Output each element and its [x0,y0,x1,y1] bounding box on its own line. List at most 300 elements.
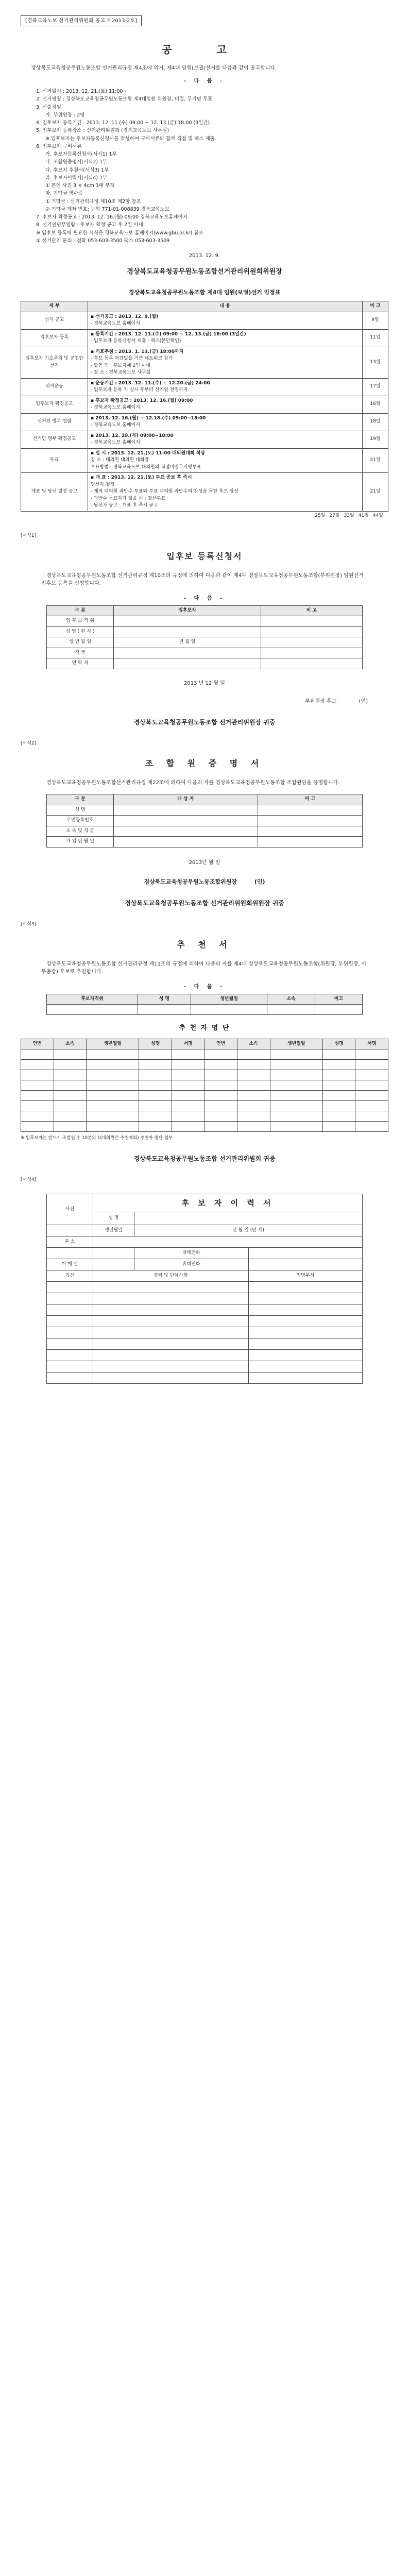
recommender-cell[interactable] [322,1111,355,1122]
recommender-header: 성명 [322,1039,355,1049]
career-details[interactable] [93,1282,248,1293]
recommender-cell[interactable] [204,1091,237,1101]
schedule-title: 경상북도교육청공무원노동조합 제4대 임원(보궐)선거 일정표 [128,289,281,296]
recommender-cell[interactable] [355,1060,388,1070]
career-dept[interactable] [248,1372,363,1384]
recommender-cell[interactable] [87,1101,139,1111]
schedule-item-date: 17일 [363,378,388,396]
career-row [46,1316,362,1327]
schedule-table [21,301,388,512]
recommender-cell[interactable] [87,1111,139,1122]
recommender-cell[interactable] [204,1101,237,1111]
schedule-item-content: ▪ 2013. 12. 19.(목) 09:00~18:00 - 경북교육노보 홈페이지 [88,431,363,448]
form2-row-note[interactable] [258,805,362,816]
schedule-item-content: ▪ 후보자 확정공고 : 2013. 12. 16.(월) 09:00 - 경북교육노보 홈페이지 [88,396,363,413]
form2-header-note: 비 고 [258,794,362,805]
recommender-header: 서명 [355,1039,388,1049]
career-period[interactable] [46,1338,93,1350]
resume-value-address[interactable] [93,1236,362,1248]
recommender-row [21,1122,388,1132]
career-header-dept: 임명부서 [248,1270,363,1282]
resume-label-name: 성 명 [93,1212,134,1225]
recommender-cell[interactable] [139,1060,172,1070]
notice-intro: 경상북도교육청공무원노동조합 선거관리규정 제4조에 의거, 제4대 임원(보궐)선거를 다음과 같이 공고합니다. [31,65,277,71]
recommender-cell[interactable] [21,1111,54,1122]
career-details[interactable] [93,1316,248,1327]
recommender-cell[interactable] [322,1101,355,1111]
form2-row-label: 성 명 [46,805,113,816]
form1-row [46,626,362,637]
schedule-extra-date: 41일 [358,513,369,518]
form1-row-note[interactable] [261,648,363,658]
form2-row-label: 주민등록번호 [46,816,113,826]
schedule-header-name: 세 부 [21,301,88,312]
schedule-item-name: 선거인 명부 확정공고 [21,431,88,448]
recommender-cell[interactable] [237,1060,270,1070]
schedule-row [21,431,388,448]
notice-date: 2013. 12. 9. [189,253,220,259]
form1-row-note[interactable] [261,637,363,648]
career-period[interactable] [46,1361,93,1372]
schedule-item-date: 9일 [363,312,388,329]
recommender-cell[interactable] [270,1080,322,1091]
schedule-row [21,312,388,329]
recommender-cell[interactable] [270,1122,322,1132]
form2-row-label: 가 입 년 월 일 [46,837,113,848]
schedule-row [21,473,388,512]
form2-row-value[interactable] [113,826,258,837]
resume-value-mobile[interactable] [248,1259,363,1270]
career-dept[interactable] [248,1293,363,1304]
resume-label-home-phone: 자택전화 [134,1248,248,1259]
notice-item: 4. 입후보자 등록기간 : 2013. 12. 11.(수) 09:00 ~ 12. 13.(금) 18:00 (3일간) [36,120,210,126]
form1-row-label: 성 명 ( 한 자 ) [46,626,113,637]
recommender-cell[interactable] [172,1091,204,1101]
schedule-item-content: ▪ 선거공고 : 2013. 12. 9.(월) - 경북교육노보 홈페이지 [88,312,363,329]
notice-item: ① 본인 사진 3 × 4cm 1매 부착 [45,183,115,189]
form1-row-label: 생 년 월 일 [46,637,113,648]
career-dept[interactable] [248,1361,363,1372]
recommender-cell[interactable] [21,1101,54,1111]
career-details[interactable] [93,1350,248,1361]
recommender-cell[interactable] [21,1122,54,1132]
recommender-cell[interactable] [204,1060,237,1070]
form1-row-label: 입 후 보 직 위 [46,616,113,627]
recommender-cell[interactable] [139,1122,172,1132]
form1-row-label: 직 급 [46,648,113,658]
recommender-cell[interactable] [54,1060,87,1070]
recommender-table [21,1039,388,1132]
recommender-cell[interactable] [270,1111,322,1122]
notice-item: ※ 입후보자는 후보자등록신청서를 작성하여 구비서류와 함께 직접 및 팩스 제출. [45,135,216,142]
notice-title: 공 고 [162,43,247,56]
career-period[interactable] [46,1327,93,1338]
form1-header-note: 비 고 [261,605,363,616]
schedule-item-name: 개표 및 당선 결정 공고 [21,473,88,512]
form1-intro: 경상북도교육청공무원노동조합 선거관리규정 제10조의 규정에 의하여 다음과 같이 제4대 경상북도교육청공무원노동조합(부위원장) 임원선거 입후보 등록을 신청합니다. [41,572,364,586]
recommender-cell[interactable] [139,1049,172,1060]
form2-row-value[interactable] [113,837,258,848]
form2-row-note[interactable] [258,826,362,837]
schedule-extra-date: 27일 [329,513,340,518]
career-row [46,1338,362,1350]
recommender-cell[interactable] [172,1070,204,1080]
career-header-period: 기간 [46,1270,93,1282]
career-header-details: 경력 및 단체사항 [93,1270,248,1282]
recommender-row [21,1080,388,1091]
recommender-cell[interactable] [270,1049,322,1060]
schedule-item-content: ▪ 일 시 : 2013. 12. 21.(토) 11:00 대의원대회 석상 장 소 : 대의원 대의원 대회장 투표방법 : 경북교육노보 대의원의 직접비밀무기명투표 [88,448,363,473]
notice-item: 나. 조합원증명서(서식2) 1부 [45,159,108,165]
form1-row [46,648,362,658]
career-row [46,1293,362,1304]
notice-item: ② 기탁금 계좌 번호: 농협 771-01-008839 경북교육노보 [45,206,169,212]
notice-org: 경상북도교육청공무원노동조합선거관리위원회위원장 [127,268,282,276]
career-dept[interactable] [248,1316,363,1327]
recommender-cell[interactable] [355,1080,388,1091]
form2-title: 조 합 원 증 명 서 [145,758,264,768]
schedule-item-date: 18일 [363,413,388,431]
notice-item: 1. 선거일시 : 2013. 12. 21.(토) 11:00~ [36,89,127,94]
recommender-row [21,1091,388,1101]
career-details[interactable] [93,1327,248,1338]
recommender-cell[interactable] [139,1070,172,1080]
schedule-row [21,347,388,378]
form3-subtitle: 추 천 자 명 단 [179,1024,230,1032]
form2-tag: [서식2] [21,740,37,746]
form2-sign-row [21,878,388,887]
resume-table [46,1194,363,1384]
recommender-cell[interactable] [270,1070,322,1080]
schedule-item-name: 입후보자 확정공고 [21,396,88,413]
form1-row-value[interactable] [113,626,261,637]
form1-row-note[interactable] [261,616,363,627]
form1-tag: [서식1] [21,533,37,538]
recommender-cell[interactable] [139,1101,172,1111]
form2-sign-org: 경상북도교육청공무원노동조합위원장 [144,878,237,885]
form1-row [46,658,362,669]
recommender-cell[interactable] [87,1080,139,1091]
form2-row [46,805,362,816]
schedule-extra-date: 25일 [315,513,326,518]
recommender-header: 생년월일 [270,1039,322,1049]
recommender-cell[interactable] [21,1060,54,1070]
career-period[interactable] [46,1304,93,1316]
recommender-cell[interactable] [21,1080,54,1091]
form1-sign-row [21,698,388,705]
recommender-cell[interactable] [237,1070,270,1080]
form2-row [46,826,362,837]
form3-title: 추 천 서 [177,939,232,950]
recommender-cell[interactable] [87,1070,139,1080]
recommender-header: 성명 [139,1039,172,1049]
recommender-row [21,1060,388,1070]
form3-dash-head: - 다 음 - [183,984,226,990]
resume-value-email[interactable] [93,1259,134,1270]
schedule-item-name: 선거 공고 [21,312,88,329]
form1-row-note[interactable] [261,658,363,669]
schedule-row [21,329,388,347]
schedule-item-content: ▪ 2013. 12. 16.(월) ~ 12.18.(수) 09:00~18:00 - 경북교육노보 홈페이지 [88,413,363,431]
recommender-cell[interactable] [237,1122,270,1132]
recommender-cell[interactable] [355,1101,388,1111]
career-dept[interactable] [248,1282,363,1293]
form2-row-note[interactable] [258,837,362,848]
recommender-cell[interactable] [204,1080,237,1091]
recommender-cell[interactable] [172,1080,204,1091]
career-dept[interactable] [248,1327,363,1338]
form1-row-value[interactable] [113,658,261,669]
recommender-cell[interactable] [322,1122,355,1132]
recommender-cell[interactable] [172,1049,204,1060]
notice-item: ※ 입후보 등록에 필요한 서식은 경북교육노보 홈페이지(www.gbu.or.kr) 참조 [36,230,203,236]
career-dept[interactable] [248,1338,363,1350]
recommender-header: 서명 [172,1039,204,1049]
form3-intro: 경상북도교육청공무원노동조합 선거관리규정 제11조의 규정에 의하여 다음의 자를 제4대 경상북도교육청공무원노동조합(위원장, 부위원장, 사무총장) 후보로 추천합니다. [41,961,367,975]
career-period[interactable] [46,1282,93,1293]
recommender-cell[interactable] [270,1091,322,1101]
recommender-cell[interactable] [54,1111,87,1122]
career-row [46,1350,362,1361]
form4-tag: [서식4] [21,1177,37,1182]
schedule-row [21,378,388,396]
recommender-header: 소속 [237,1039,270,1049]
schedule-header-note: 비 고 [363,301,388,312]
schedule-item-date: 19일 [363,431,388,448]
notice-item: 8. 선거인명부열람 : 후보자 확정 공고 후 2일 이내 [36,222,143,228]
recommender-cell[interactable] [270,1101,322,1111]
form1-row-note[interactable] [261,626,363,637]
recommender-header: 연번 [204,1039,237,1049]
recommender-cell[interactable] [172,1101,204,1111]
recommender-cell[interactable] [87,1049,139,1060]
form3-candidate-table [46,994,363,1015]
notice-dash-head: - 다 음 - [183,78,226,84]
recommender-cell[interactable] [139,1080,172,1091]
form2-row-value[interactable] [113,805,258,816]
notice-item: 2. 선거명칭 : 경상북도교육청공무원노동조합 제4대임원 위원장, 비밀, 무기명 투표 [36,96,213,103]
resume-label-mobile: 휴대전화 [134,1259,248,1270]
recommender-cell[interactable] [355,1122,388,1132]
recommender-cell[interactable] [172,1111,204,1122]
schedule-item-content: ▪ 기호추첨 : 2013. 1. 13.(금) 18:00까지 - 후보 등록 마감일을 기준 네트워크 참가 - 합동 연 : 후보자에 2인 이내 - 장 소 : 경북교육노보 사무실 [88,347,363,378]
schedule-item-date: 21일 [363,448,388,473]
form1-org: 경상북도교육청공무원노동조합 선거관리위원장 귀중 [133,718,276,726]
career-row [46,1361,362,1372]
form2-intro: 경상북도교육청공무원노동조합선거관리규정 제22조에 의하여 다음의 자를 경상북도교육청공무원노동조합 조합원임을 증명합니다. [46,780,340,786]
career-row [46,1304,362,1316]
recommender-cell[interactable] [355,1091,388,1101]
resume-label-address: 주 소 [46,1236,93,1248]
recommender-row [21,1111,388,1122]
recommender-cell[interactable] [172,1060,204,1070]
resume-title: 후 보 자 이 력 서 [93,1194,362,1212]
form2-row-note[interactable] [258,816,362,826]
schedule-item-date: 13일 [363,347,388,378]
form3-header: 생년월일 [191,994,267,1005]
recommender-cell[interactable] [322,1049,355,1060]
schedule-extra-date: 44일 [372,513,383,518]
schedule-item-content: ▪ 등록기간 : 2013. 12. 11.(수) 09:00 ~ 12. 13.(금) 18:00 (3일간) - 입후보자 등록신청서 제출 : 팩스(본인확인) [88,329,363,347]
form1-row [46,616,362,627]
career-details[interactable] [93,1372,248,1384]
recommender-cell[interactable] [322,1080,355,1091]
form2-seal: (인) [254,878,265,885]
resume-label-dob: 생년월일 [93,1225,134,1236]
schedule-item-content: ▪ 개 표 : 2013. 12. 21.(토) 투표 종료 후 즉시 당선자 결정 - 재적 대의원 과반수 투표와 투표 대의원 과반수의 찬성을 득한 후보 당선 - 과반수 득표자가 없을 시 : 결선투표 - 당선자 공고 : 개표 후 즉시 공고 [88,473,363,512]
form1-row-value[interactable]: 년 월 일 [113,637,261,648]
form1-date: 2013 년 12 월 일 [184,680,225,686]
notice-item: 마. 기탁금 영수증 [45,191,83,197]
career-details[interactable] [93,1293,248,1304]
form3-header: 소속 [267,994,315,1005]
form2-row-label: 소 속 및 직 급 [46,826,113,837]
resume-value-name[interactable] [134,1212,362,1225]
career-row [46,1327,362,1338]
form2-row [46,837,362,848]
notice-item: 7. 후보자 확정공고 : 2013. 12. 16.(월) 09:00 경북교육노보홈페이지 [36,214,188,220]
form3-footnote: ※ 입후보자는 반드시 조합원 수 10분의 1(대의원은 추천제외) 추천자 명단 첨부 [21,1136,173,1141]
form1-seal: (인) [359,698,368,704]
career-period[interactable] [46,1350,93,1361]
notice-item: 라. 후보자이력서(서식4) 1부 [45,175,108,181]
recommender-cell[interactable] [355,1070,388,1080]
recommender-cell[interactable] [237,1111,270,1122]
recommender-cell[interactable] [322,1091,355,1101]
form3-candidate-row [46,1005,362,1015]
form2-table [46,794,363,848]
notice-item: ① 기탁금 : 선거관리규정 제10조 제2항 참조 [45,198,141,205]
recommender-cell[interactable] [172,1122,204,1132]
schedule-row [21,396,388,413]
recommender-cell[interactable] [204,1049,237,1060]
recommender-cell[interactable] [139,1111,172,1122]
recommender-cell[interactable] [322,1060,355,1070]
recommender-cell[interactable] [322,1070,355,1080]
recommender-cell[interactable] [237,1049,270,1060]
recommender-cell[interactable] [355,1111,388,1122]
schedule-header-content: 내 용 [88,301,363,312]
career-period[interactable] [46,1316,93,1327]
form1-table [46,605,363,669]
career-period[interactable] [46,1293,93,1304]
recommender-row [21,1049,388,1060]
notice-item: 가. 부위원장 : 2명 [45,112,85,118]
schedule-item-date: 16일 [363,396,388,413]
resume-value-dob: 년 월 일 (만 세) [134,1225,362,1236]
recommender-cell[interactable] [87,1060,139,1070]
recommender-cell[interactable] [21,1049,54,1060]
recommender-cell[interactable] [54,1122,87,1132]
form2-org: 경상북도교육청공무원노동조합 선거관리위원회위원장 귀중 [125,900,284,907]
notice-item: 3. 선출정원 [36,104,61,110]
recommender-cell[interactable] [204,1070,237,1080]
career-details[interactable] [93,1304,248,1316]
recommender-cell[interactable] [87,1091,139,1101]
recommender-cell[interactable] [21,1091,54,1101]
recommender-cell[interactable] [87,1122,139,1132]
resume-label-email: 이 메 일 [46,1259,93,1270]
recommender-cell[interactable] [54,1091,87,1101]
form3-header: 비고 [315,994,362,1005]
career-details[interactable] [93,1361,248,1372]
recommender-header: 소속 [54,1039,87,1049]
form1-header-category: 구 분 [46,605,113,616]
schedule-item-date: 21일 [363,473,388,512]
recommender-cell[interactable] [237,1080,270,1091]
form3-tag: [서식3] [21,922,37,927]
schedule-extra-dates [21,513,388,520]
schedule-item-date: 11일 [363,329,388,347]
notice-item: 가. 후보자등록신청서(서식1) 1부 [45,151,117,157]
recommender-cell[interactable] [21,1070,54,1080]
recommender-cell[interactable] [54,1049,87,1060]
form2-header-target: 대 상 자 [113,794,258,805]
recommender-header: 생년월일 [87,1039,139,1049]
recommender-cell[interactable] [204,1122,237,1132]
recommender-cell[interactable] [139,1091,172,1101]
form2-header-category: 구 분 [46,794,113,805]
recommender-cell[interactable] [54,1101,87,1111]
career-details[interactable] [93,1338,248,1350]
recommender-cell[interactable] [355,1049,388,1060]
form2-row-value[interactable] [113,816,258,826]
notice-number-box: [경북교육노보 선거관리위원회 공고 제2013-2호] [21,15,142,26]
schedule-item-name: 입후보자 기호추첨 및 공정한 선거 [21,347,88,378]
form1-row [46,637,362,648]
notice-item: ② 선거관리 문의 : 전화 053-603-3500 팩스 053-603-3509 [36,238,170,244]
schedule-item-content: ▪ 운동기간 : 2013. 12. 11.(수) ~ 12.20.(금) 24:00 - 입후보자 등록 자 실시 후부터 선거일 전일까지 [88,378,363,396]
form2-row [46,816,362,826]
form1-row-value[interactable] [113,616,261,627]
schedule-item-name: 선거운동 [21,378,88,396]
recommender-cell[interactable] [54,1080,87,1091]
schedule-row [21,413,388,431]
form2-date: 2013년 월 일 [189,859,220,866]
notice-item: 다. 후보자 추천서(서식3) 1부 [45,167,109,173]
photo-box: 사진 [46,1194,93,1225]
notice-item: 5. 입후보자 등록장소 : 선거관리위원회 (경북교육노보 사무실) [36,128,169,134]
form1-row-value[interactable] [113,648,261,658]
career-period[interactable] [46,1372,93,1384]
form1-row-label: 연 락 처 [46,658,113,669]
recommender-cell[interactable] [237,1101,270,1111]
form3-header: 후보자직위 [46,994,138,1005]
recommender-row [21,1070,388,1080]
form1-title: 입후보 등록신청서 [166,551,243,561]
form3-org: 경상북도교육청공무원노동조합 선거관리위원회 귀중 [133,1155,276,1162]
career-dept[interactable] [248,1350,363,1361]
recommender-header: 연번 [21,1039,54,1049]
notice-item: 6. 입후보자 구비서류 [36,143,82,149]
form1-sign-label: 부위원장 후보 [305,698,337,704]
recommender-cell[interactable] [54,1070,87,1080]
schedule-item-name: 투표 [21,448,88,473]
recommender-row [21,1101,388,1111]
career-row [46,1282,362,1293]
resume-value-home-phone[interactable] [248,1248,363,1259]
recommender-cell[interactable] [270,1060,322,1070]
career-dept[interactable] [248,1304,363,1316]
recommender-cell[interactable] [204,1111,237,1122]
recommender-cell[interactable] [237,1091,270,1101]
schedule-extra-date: 33일 [344,513,354,518]
form1-header-candidate: 입후보자 [113,605,261,616]
notice-items [36,88,373,245]
form1-dash-head: - 다 음 - [183,595,226,601]
schedule-row [21,448,388,473]
schedule-item-name: 입후보자 등록 [21,329,88,347]
